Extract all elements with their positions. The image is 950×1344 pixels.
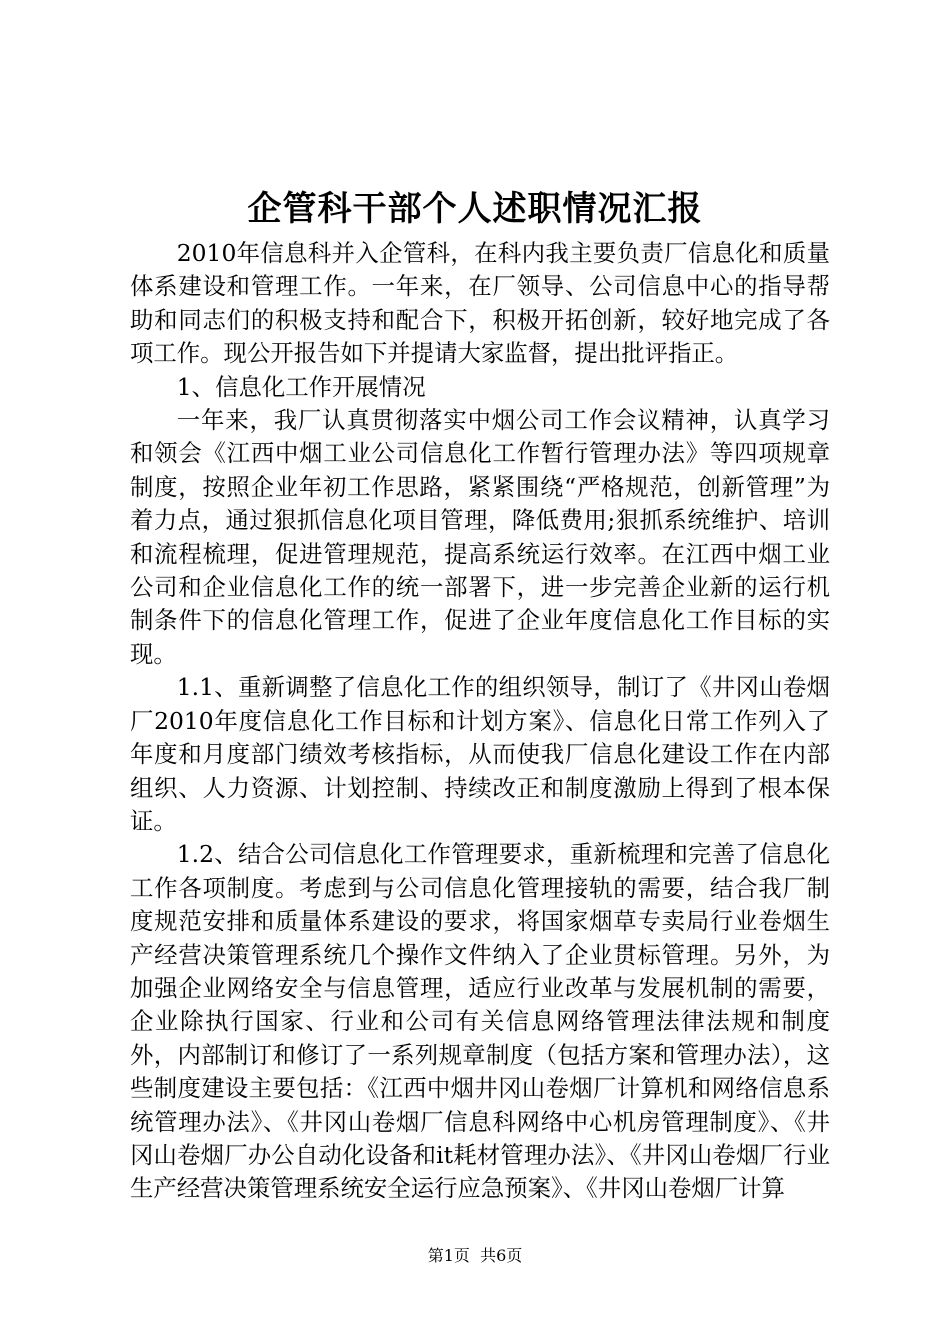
page-footer <box>0 1244 950 1268</box>
section-heading: 1、信息化工作开展情况 <box>176 372 426 401</box>
paragraph-intro: 2010年信息科并入企管科，在科内我主要负责厂信息化和质量体系建设和管理工作。一年来，在厂领导、公司信息中心的指导帮助和同志们的积极支持和配合下，积极开拓创新，较好地完成了各项工作。现公开报告如下并提请大家监督，提出批评指正。 <box>130 239 830 368</box>
page-number: 第1页 共6页 <box>427 1246 523 1265</box>
document-title: 企管科干部个人述职情况汇报 <box>247 189 703 229</box>
paragraph-1-2: 1.2、结合公司信息化工作管理要求，重新梳理和完善了信息化工作各项制度。考虑到与公司信息化管理接轨的需要，结合我厂制度规范安排和质量体系建设的要求，将国家烟草专卖局行业卷烟生产经营决策管理系统几个操作文件纳入了企业贯标管理。另外，为加强企业网络安全与信息管理，适应行业改革与发展机制的需要，企业除执行国家、行业和公司有关信息网络管理法律法规和制度外，内部制订和修订了一系列规章制度（包括方案和管理办法），这些制度建设主要包括：《江西中烟井冈山卷烟厂计算机和网络信息系统管理办法》、《井冈山卷烟厂信息科网络中心机房管理制度》、《井冈山卷烟厂办公自动化设备和it耗材管理办法》、《井冈山卷烟厂行业生产经营决策管理系统安全运行应急预案》、《井冈山卷烟厂计算 <box>130 840 830 1203</box>
paragraph-overview: 一年来，我厂认真贯彻落实中烟公司工作会议精神，认真学习和领会《江西中烟工业公司信息化工作暂行管理办法》等四项规章制度，按照企业年初工作思路，紧紧围绕“严格规范，创新管理”为着力点，通过狠抓信息化项目管理，降低费用;狠抓系统维护、培训和流程梳理，促进管理规范，提高系统运行效率。在江西中烟工业公司和企业信息化工作的统一部署下，进一步完善企业新的运行机制条件下的信息化管理工作，促进了企业年度信息化工作目标的实现。 <box>130 406 830 668</box>
document-body <box>130 237 830 1206</box>
paragraph-1-1: 1.1、重新调整了信息化工作的组织领导，制订了《井冈山卷烟厂2010年度信息化工作目标和计划方案》、信息化日常工作列入了年度和月度部门绩效考核指标，从而使我厂信息化建设工作在内部组织、人力资源、计划控制、持续改正和制度激励上得到了根本保证。 <box>130 673 830 835</box>
